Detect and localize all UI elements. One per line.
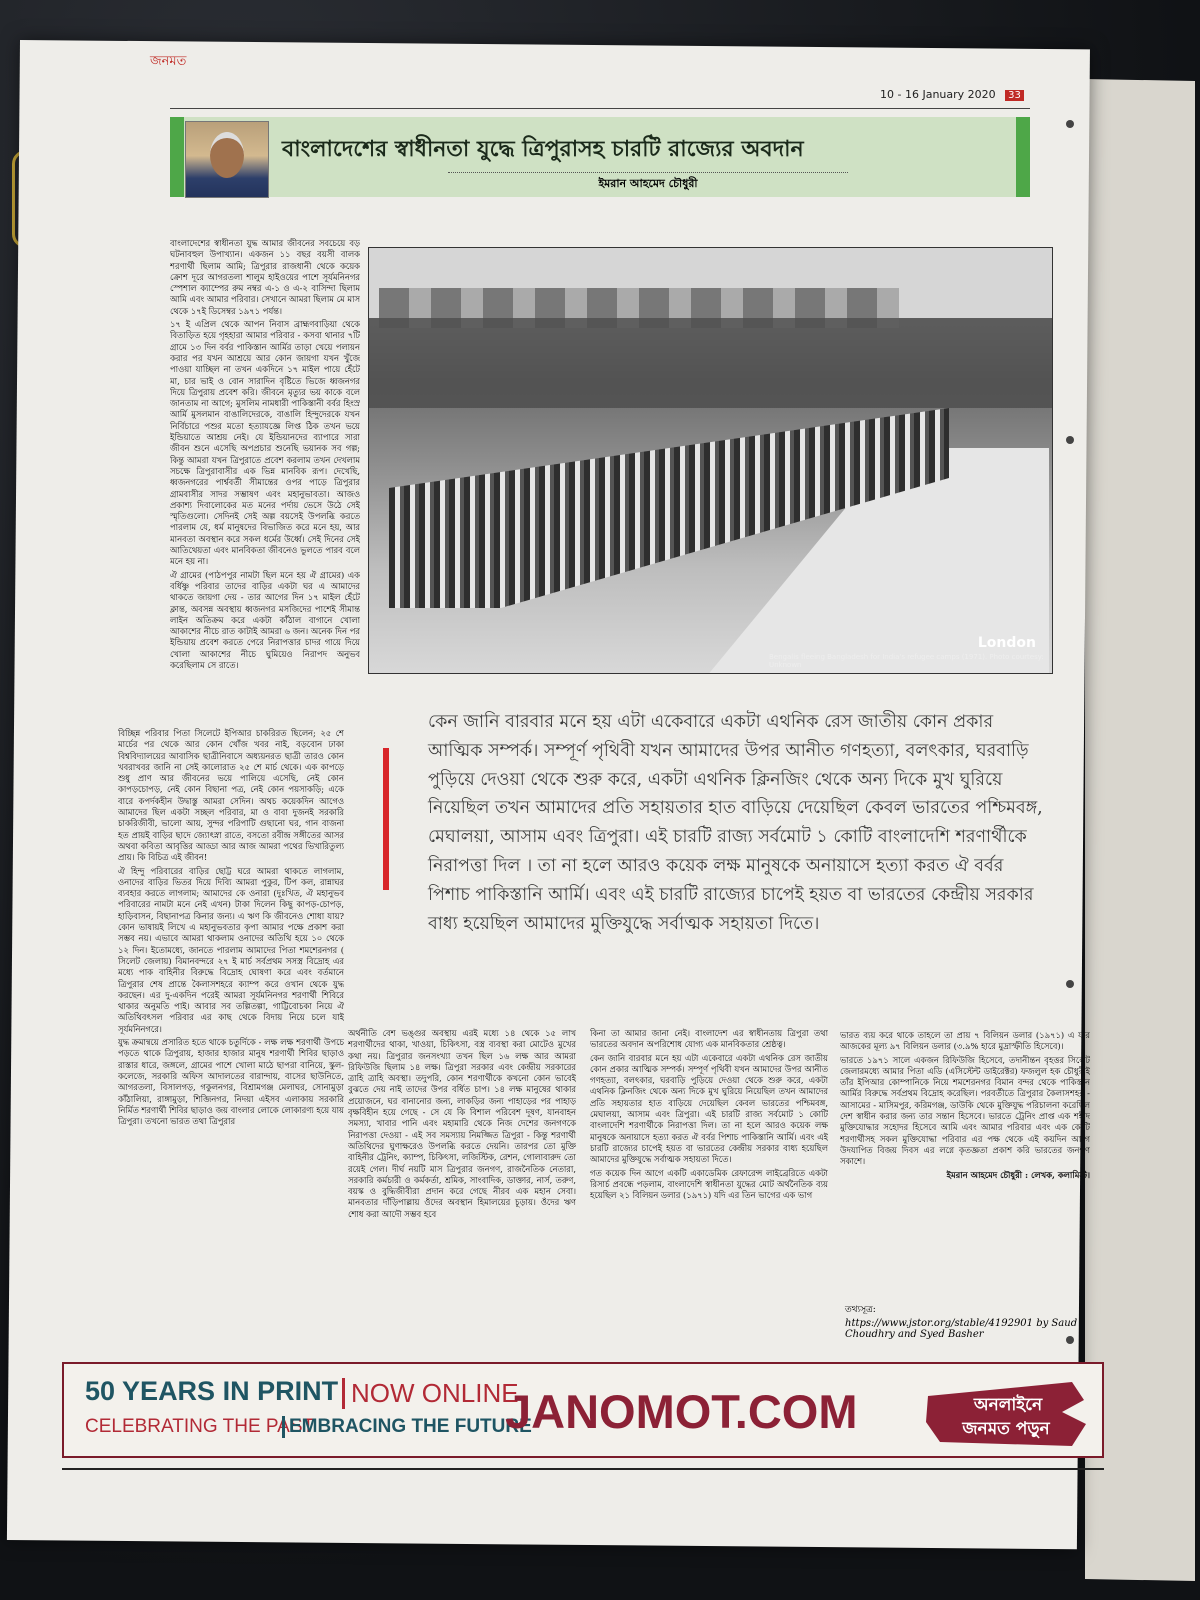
page-number-badge: 33	[1005, 90, 1024, 101]
author-signoff: ইমরান আহমেদ চৌধুরী : লেখক, কলামিস্ট।	[946, 1169, 1090, 1180]
photo-caption: Bengalis fleeing Bangladesh for India's refugee camps (1971). Photo courtesy: Unknown	[769, 653, 1044, 669]
paragraph: কেন জানি বারবার মনে হয় এটা একেবারে একটা এথনিক রেস জাতীয় কোন প্রকার আত্মিক সম্পর্ক। সম্পূর্ণ পৃথিবী যখন আমাদের উপর আনীত গণহত্যা, বলৎকার, ঘরবাড়ি পুড়িয়ে দেওয়া থেকে শুরু করে, একটা এথনিক ক্লিনজিং থেকে অন্য দিকে মুখ ঘুরিয়ে নিয়েছিল তখন আমাদের প্রতি সহায়তার হাত বাড়িয়ে দেয়েছিল কেবল ভারতের পশ্চিমবঙ্গ, মেঘালয়া, আসাম এবং ত্রিপুরা। এই চারটি রাজ্য সর্বমোট ১ কোটি বাংলাদেশি শরণার্থীকে নিরাপত্তা দিল। তা না হলে আরও কয়েক লক্ষ মানুষকে অনায়াসে হত্যা করত ঐ বর্বর পিশাচ পাকিস্তানি আর্মি। এবং এই চারটি রাজ্যের চাপেই হয়ত বা ভারতের কেন্দ্রীয় সরকার বাধ্য হয়েছিল আমাদের মুক্তিযুদ্ধে সর্বাত্মক সহায়তা দিতে।	[590, 1052, 828, 1165]
paragraph: ১৭ ই এপ্রিল থেকে আপন নিবাস ব্রাহ্মণবাড়িয়া থেকে বিতাড়িত হয়ে গৃহহারা আমার পরিবার - কসবা থানার ৭টি গ্রামে ১৩ দিন বর্বর পাকিস্তান আর্মির তাড়া খেয়ে পলায়ন করার পর যখন আশ্রয়ে আর কোন জায়গা যখন খুঁজে পাওয়া যাচ্ছিল না তখন একদিনে ১৭ মাইল পায়ে হেঁটে মা, চার ভাই ও বোন সারাদিন বৃষ্টিতে ভিজে ধ্বজনগর দিয়ে ত্রিপুরায় প্রবেশ করি। জীবনে মৃত্যুর ভয় কাকে বলে জানতাম না আগে; মুসলিম নামধারী পাকিস্তানী বর্বর হিংস্র আর্মি মুসলমান বাঙালিদেরকে, বাঙালি হিন্দুদেরকে যখন নির্বিচারে পশুর মতো হত্যাযজ্ঞে লিপ্ত ঠিক তখন ভয়ে ইন্ডিয়াতে আশ্রয় নেই। যে ইন্ডিয়ানদের ব্যাপারে সারা জীবন শুনে এসেছি অপপ্রচার শুনেছি ভয়ানক সব গল্প; কিন্তু আমরা যখন ত্রিপুরাতে প্রবেশ করলাম তখন দেখলাম সচক্ষে ত্রিপুরাবাসীর এক ভিন্ন মানবিক রূপ। দেখেছি, ধ্বজনগরের পার্শ্ববর্তী সীমান্তের ওপর পাড়ে ত্রিপুরার গ্রামবাসীর সাদর সম্ভাষণ এবং মহানুভাবতা। আজও প্রকাশ্য দিবালোকের মত মনের পর্দায় ভেসে উঠে সেই স্মৃতিগুলো। সেদিনই সেই অল্প বয়সেই উপলব্ধি করতে পারলাম যে, ধর্ম মানুষদের বিভাজিত করে মনে হয়, আর মানবতা অবস্থান করে সকল ধর্মের উর্ধ্বে। সেই দিনের সেই আতিথেয়তা এবং মানবিকতা জীবনেও ভুলতে পারব বলে মনে হয় না।	[170, 319, 360, 567]
badge-line-1: অনলাইনে	[973, 1395, 1043, 1415]
column-2	[348, 1028, 576, 1358]
photo-trees	[369, 318, 1052, 408]
advert-now-online: NOW ONLINE	[342, 1378, 519, 1409]
advert-past: CELEBRATING THE PAST	[85, 1416, 315, 1437]
pull-quote-bar	[383, 748, 389, 890]
photo-watermark: London	[977, 635, 1036, 651]
advert-years: 50 YEARS IN PRINT	[85, 1376, 339, 1406]
paragraph: কিনা তা আমার জানা নেই। বাংলাদেশ এর স্বাধীনতায় ত্রিপুরা তথা ভারতের অবদান অপরিশোধ যোগ্য এক মানবিকতার শ্রেষ্ঠত্ব।	[590, 1028, 828, 1050]
masthead-name: জনমত	[150, 54, 187, 69]
paragraph: যুদ্ধ ক্রমান্বয়ে প্রসারিত হতে থাকে চতুর্দিকে - লক্ষ লক্ষ শরণার্থী উপচে পড়তে থাকে ত্রিপুরায়, হাজার হাজার মানুষ শরণার্থী শিবির ছাড়াও রাস্তার ধারে, জঙ্গলে, গ্রামের পাশে খোলা মাঠে ছাপরা বানিয়ে, স্কুল-কলেজে, সরকারি অফিস আদালতের বারান্দায়, বাসের ছাউনিতে, আগরতলা, বিসালগড়, গকুলনগর, বিশ্রামগঞ্জ মেলাঘর, সোনামুড়া কাঁঠালিয়া, রাঙ্গামুড়া, শিব্জিনগর, নিদয়া এইসব এলাকায় সরকারি নির্মিত শরণার্থী শিবির ছাড়াও জয় বাংলার লোকে লোকারণ্য হয়ে যায় ত্রিপুরা। তখনো ভারত তথা ত্রিপুরার	[118, 1037, 344, 1127]
column-left-top	[170, 238, 360, 718]
advert-future: EMBRACING THE FUTURE	[282, 1416, 532, 1438]
pull-quote: কেন জানি বারবার মনে হয় এটা একেবারে একটা এথনিক রেস জাতীয় কোন প্রকার আত্মিক সম্পর্ক। সম্পূর্ণ পৃথিবী যখন আমাদের উপর আনীত গণহত্যা, বলৎকার, ঘরবাড়ি পুড়িয়ে দেওয়া থেকে শুরু করে, একটা এথনিক ক্লিনজিং থেকে অন্য দিকে মুখ ঘুরিয়ে নিয়েছিল তখন আমাদের প্রতি সহায়তার হাত বাড়িয়ে দেয়েছিল কেবল ভারতের পশ্চিমবঙ্গ, মেঘালয়া, আসাম এবং ত্রিপুরা। এই চারটি রাজ্য সর্বমোট ১ কোটি বাংলাদেশি শরণার্থীকে নিরাপত্তা দিল । তা না হলে আরও কয়েক লক্ষ মানুষকে অনায়াসে হত্যা করত ঐ বর্বর পিশাচ পাকিস্তানি আর্মি। এবং এই চারটি রাজ্যের চাপেই হয়ত বা ভারতের কেন্দ্রীয় সরকার বাধ্য হয়েছিল আমাদের মুক্তিযুদ্ধে সর্বাত্মক সহায়তা দিতে।	[428, 712, 1043, 934]
column-3	[590, 1028, 828, 1358]
bottom-rule	[62, 1468, 1104, 1470]
reference-label: তথ্যসূত্র:	[845, 1305, 876, 1315]
issue-date	[880, 88, 1024, 101]
advert-website: JANOMOT.COM	[505, 1385, 858, 1438]
reference-link: https://www.jstor.org/stable/4192901 by Saud Choudhry and Syed Basher	[845, 1318, 1078, 1340]
binding-hole	[1066, 980, 1074, 988]
date-text: 10 - 16 January 2020	[880, 88, 996, 101]
binding-hole	[1066, 120, 1074, 128]
header-rule	[170, 108, 1030, 109]
column-4	[840, 1030, 1090, 1300]
advert-badge	[922, 1382, 1090, 1448]
paragraph: ঐ হিন্দু পরিবারের বাড়ির ছোট্ট ঘরে আমরা থাকতে লাগলাম, ওনাদের বাড়ির ভিতর দিয়ে দিব্যি আমরা পুকুর, টিপ কল, রান্নাঘর ব্যবহার করতে লাগলাম; আমাদের কে ওনারা (দুঃখিত, ঐ মহানুভব পরিবারের নামটা মনে নেই এখন) টাকা দিলেন কিছু কাপড়-চোপড়, হাড়িবাসন, বিছানাপত্র কিনার জন্য। এ ঋণ কি জীবনেও শোধা যায়? কোন ভাষায়ই লিখে এ মহানুভবতার কৃপা আমার পক্ষে প্রকাশ করা সম্ভব নয়। এভাবে আমরা থাকলাম ওনাদের অতিথি হয়ে ১০ থেকে ১২ দিন। ইতোমধ্যে, জানতে পারলাম আমাদের পিতা শমশেরনগর ( সিলেট জেলায়) বিমানবন্দরে ২৭ ই মার্চ সর্বপ্রথম সসস্ত্র বিদ্রোহ এর মধ্যে পাক বাহিনীর বিরুদ্ধে বিদ্রোহ ঘোষণা করে এবং বর্তমানে ত্রিপুরার শেষ প্রান্তে কৈলাসশহরে ক্যাম্প করে ওখান থেকে যুদ্ধ করছেন। এর দু-একদিন পরেই আমরা সূর্যমনিনগর শরণার্থী শিবিরে থাকার অনুমতি পাই। আবার সব তল্পিতল্পা, গাট্টিবোচকা নিয়ে ঐ অতিথিবৎসল পরিবার এর কাছ থেকে বিদায় নিয়ে চলে যাই সূর্যমনিনগরে।	[118, 865, 344, 1034]
underlying-sheet	[1085, 79, 1195, 1581]
paragraph: অর্থনীতি বেশ ভঙ্গুর অবস্থায় এরই মধ্যে ১৪ থেকে ১৫ লাখ শরণার্থীদের থাকা, খাওয়া, চিকিৎসা, বস্ত্র ব্যবস্থা করা মোটেও মুখের কথা নয়। ত্রিপুরার জনসংখ্যা তখন ছিল ১৬ লক্ষ আর আমরা রিফিউজি ছিলাম ১৪ লক্ষ। ত্রিপুরা সরকার এবং কেন্দ্রীয় সরকারের ত্রাহি ত্রাহি অবস্থা। তদুপরি, কোন শরণার্থীকে কখনো কোন ভাবেই বুঝতে দেয় নাই তাদের উপর বর্ধিত চাপ। ১৪ লক্ষ মানুষের থাকার প্রয়োজনে, ঘর বানানোর জন্য, লাকড়ির জন্য পাহাড়ের পর পাহাড় বৃক্ষবিহীন হয়ে গেছে - সে যে কি বিশাল পরিবেশ দূষণ, যানবাহন সমস্যা, খাবার পানি এবং মহামারি থেকে নিজ দেশের জনগণকে নিরাপত্তা দেওয়া - এই সব সমস্যায় নিমজ্জিত ত্রিপুরা - কিন্তু শরণার্থী অতিথিদের ঘুণাক্ষরেও উপলব্ধি করতে দেয়নি। তারপর তো মুক্তি বাহিনীর ট্রেনিং, ক্যাম্প, চিকিৎসা, লজিস্টিক, রেশন, গোলাবারুদ তো রয়েই গেল। দীর্ঘ নয়টি মাস ত্রিপুরার জনগণ, রাজনৈতিক নেতারা, সরকারি কর্মচারী ও কর্মকর্তা, শ্রমিক, সাংবাদিক, ডাক্তার, নার্স, তরুণ, বয়স্ক ও বুদ্ধিজীবীরা প্রদান করে গেছে নীরব এক মহান সেবা। মানবতার দাঁড়িপাল্লায় ওঁদের অবস্থান হিমালয়ের চূড়ায়। ওঁদের ঋণ শোধ করা আদৌ সম্ভব হবে	[348, 1028, 576, 1219]
paragraph: গত কয়েক দিন আগে একটি একাডেমিক রেফারেন্স লাইব্রেরিতে একটা রিসার্চ প্রবন্ধে পড়লাম, বাংলাদেশি স্বাধীনতা যুদ্ধের মোট অর্থনৈতিক ব্যয় হয়েছিল ২১ বিলিয়ন ডলার (১৯৭১) যদি এর তিন ভাগের এক ভাগ	[590, 1167, 828, 1201]
article-byline: ইমরান আহমেদ চৌধুরী	[448, 172, 848, 194]
paragraph: বিচ্ছিন্ন পরিবার পিতা সিলেটে ইপিআর চাকরিরত ছিলেন; ২৫ শে মার্চের পর থেকে আর কোন খোঁজ খবর নাই, বড়বোন ঢাকা বিশ্ববিদ্যালয়ের আবাসিক ছাত্রীনিবাসে অধ্যয়নরত ছাত্রী তারও কোন খবরাখবর জানি না সেই কালোরাত ২৫ শে মার্চ থেকে। এক কাপড়ে শুধু প্রাণ আর জীবনের ভয়ে পালিয়ে এসেছি, নেই কোন কাপড়চোপড়, নেই কোন বিছানা পত্র, নেই কোন পয়সাকড়ি; একে বারে কপর্দকহীন উদ্বাস্তু আমরা সেদিন। অথচ কয়েকদিন আগেও আমাদের ছিল একটা সচ্ছল পরিবার, মা ও বাবা দুজনই সরকারি চাকরিজীবী, ভালো আয়, সুন্দর পরিপাটি গুছানো ঘর, গান বাজনা হত প্রায়ই বাড়ির ছাদে জ্যোৎস্না রাতে, বসতো রবীন্দ্র সঙ্গীতের আসর অথবা কবিতা আবৃত্তির আড্ডা আর আজ আমরা পথের ভিখারিতুল্য প্রায়। কি বিচিত্র এই জীবন!	[118, 728, 344, 863]
author-portrait	[185, 121, 269, 198]
column-left-mid	[118, 728, 344, 1360]
paragraph: ভারতে ১৯৭১ সালে একজন রিফিউজি হিসেবে, তদানীন্তন বৃহত্তর সিলেট জেলারমধ্যে আমার পিতা এডি (এসিস্টেন্ট ডাইরেক্টর) ফজলুল হক চৌধুরীই তাঁর ইপিআর কোম্পানিকে নিয়ে শমশেরনগর বিমান বন্দর থেকে পাকিস্তান আর্মির বিরুদ্ধে সর্বপ্রথম বিদ্রোহ করেছিল। পরবর্তীতে ত্রিপুরার কৈলাসশহর - আসামের - মাসিমপুর, করিমগঞ্জ, ডাউকি থেকে মুক্তিযুদ্ধ পরিচালনা করেছিল দেশ স্বাধীন করার জন্য তার সন্তান হিসেবে। ভারতে ট্রেনিং প্রাপ্ত এক শহীদ মুক্তিযোদ্ধার সহোদর হিসেবে আমি এবং আমার পরিবার এবং এক কোটি শরণার্থীসহ সকল মুক্তিযোদ্ধা পরিবার এর পক্ষ থেকে এই কয়দিন আগে উদযাপিত বিজয় দিবস এর লগ্নে কৃতজ্ঞতা প্রকাশ করি ভারতের জনগণ সকাশে।	[840, 1054, 1090, 1167]
binding-hole	[1066, 436, 1074, 444]
paragraph: বাংলাদেশের স্বাধীনতা যুদ্ধ আমার জীবনের সবচেয়ে বড় ঘটনাবহুল উপাখ্যান। একজন ১১ বছর বয়সী বালক শরণার্থী ছিলাম আমি; ত্রিপুরার রাজধানী থেকে কয়েক ক্রোশ দূরে আগরতলা শালুম হাইওয়ের পাশে সূর্যমনিনগর স্পেশাল ক্যাম্পের রুম নম্বর এ-১ ও এ-২ বাসিন্দা ছিলাম আমি এবং আমার পরিবার। সেখানে আমরা ছিলাম মে মাস থেকে ১৭ই ডিসেম্বর ১৯৭১ পর্যন্ত।	[170, 238, 360, 316]
refugee-photo	[368, 247, 1053, 674]
badge-line-2: জনমত পড়ুন	[962, 1419, 1050, 1439]
paragraph: ঐ গ্রামের (পাঠপপুর নামটা ছিল মনে হয় ঐ গ্রামের) এক বর্ধিষ্ণু পরিবার তাদের বাড়ির একটা ঘর এ আমাদের থাকতে জায়গা দেয় - তার আগের দিন ১৭ মাইল হেঁটে ক্লান্ত, অবসন্ন অবস্থায় ধ্বজনগর মসজিদের পাশেই সীমান্ত লাইন অতিক্রম করে একটা কাঁঠাল বাগানে খোলা আকাশের নীচে রাত কাটাই আমরা ৬ জন। অনেক দিন পর ইন্ডিয়ায় প্রবেশ করতে পেরে নিরাপত্তার চাদর গায়ে দিয়ে খোলা আকাশের নীচে ঘুমিয়েও নিরাপদ অনুভব করেছিলাম সে রাতে।	[170, 569, 360, 670]
binding-hole	[1066, 1336, 1074, 1344]
paragraph: ভারত ব্যয় করে থাকে তাহলে তা প্রায় ৭ বিলিয়ন ডলার (১৯৭১) এ যার আজকের মূল্য ৯৭ বিলিয়ন ডলার (৩.৯% হারে মুদ্রাস্ফীতি হিসেবে)।	[840, 1030, 1090, 1052]
article-headline: বাংলাদেশের স্বাধীনতা যুদ্ধে ত্রিপুরাসহ চারটি রাজ্যের অবদান	[282, 136, 804, 162]
